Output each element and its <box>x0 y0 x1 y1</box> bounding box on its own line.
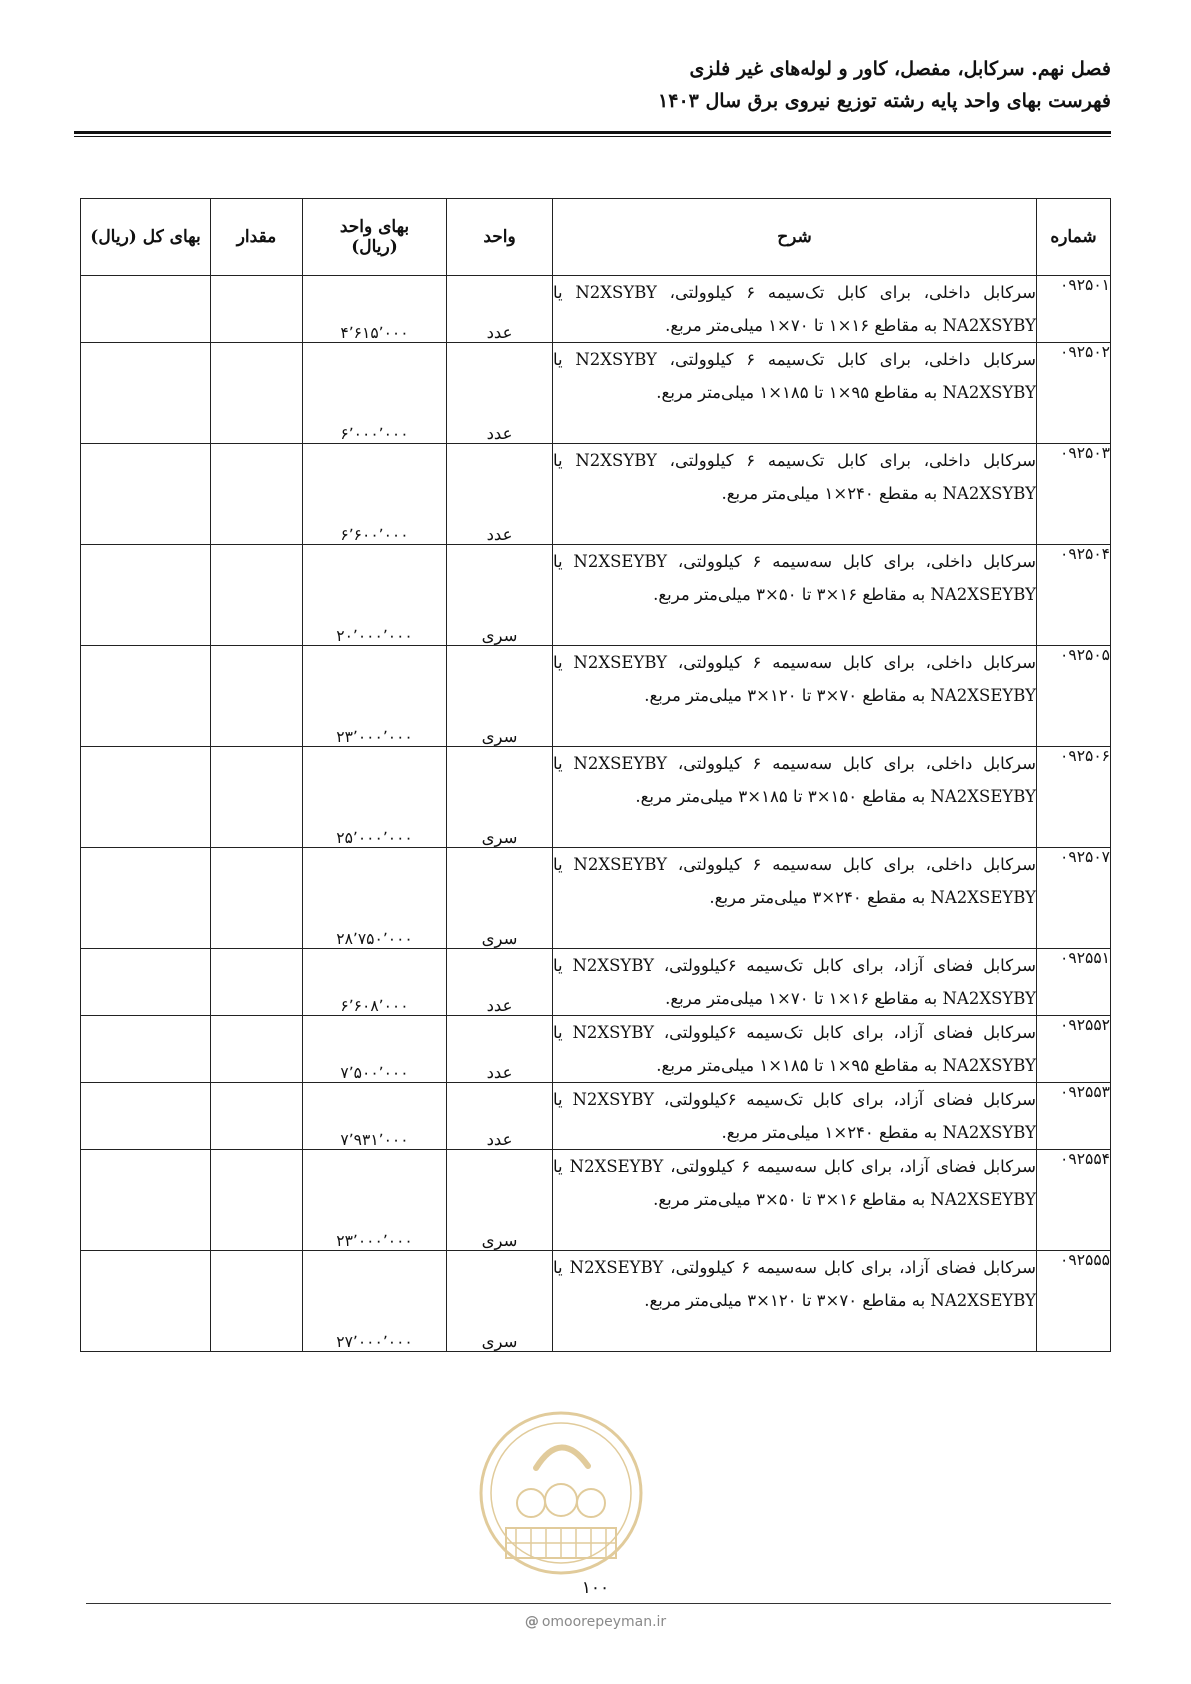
row-quantity-cell <box>211 1150 303 1251</box>
row-unit-price: ۶٬۶۰۰٬۰۰۰ <box>303 444 447 545</box>
row-description: سرکابل داخلی، برای کابل سه‌سیمه ۶ کیلوولتی، N2XSEYBY یا NA2XSEYBY به مقاطع ۷۰×۳ تا ۱۲۰×۳ میلی‌متر مربع. <box>553 646 1037 747</box>
footer-divider <box>86 1603 1111 1604</box>
row-total-cell <box>81 646 211 747</box>
row-total-cell <box>81 1251 211 1352</box>
row-total-cell <box>81 545 211 646</box>
row-unit-price: ۶٬۶۰۸٬۰۰۰ <box>303 949 447 1016</box>
row-unit-price: ۴٬۶۱۵٬۰۰۰ <box>303 276 447 343</box>
header-unit: واحد <box>447 199 553 276</box>
watermark-seal <box>476 1408 646 1578</box>
row-description: سرکابل فضای آزاد، برای کابل سه‌سیمه ۶ کیلوولتی، N2XSEYBY یا NA2XSEYBY به مقاطع ۷۰×۳ تا ۱۲۰×۳ میلی‌متر مربع. <box>553 1251 1037 1352</box>
row-unit: سری <box>447 1251 553 1352</box>
row-number: ۰۹۲۵۰۲ <box>1037 343 1111 444</box>
row-description: سرکابل داخلی، برای کابل تک‌سیمه ۶ کیلوولتی، N2XSYBY یا NA2XSYBY به مقطع ۲۴۰×۱ میلی‌متر مربع. <box>553 444 1037 545</box>
row-number: ۰۹۲۵۰۶ <box>1037 747 1111 848</box>
row-quantity-cell <box>211 444 303 545</box>
row-quantity-cell <box>211 276 303 343</box>
row-unit-price: ۶٬۰۰۰٬۰۰۰ <box>303 343 447 444</box>
header-unit-price-label: بهای واحد <box>339 217 410 237</box>
row-unit: سری <box>447 1150 553 1251</box>
row-unit: عدد <box>447 343 553 444</box>
row-unit-price: ۲۰٬۰۰۰٬۰۰۰ <box>303 545 447 646</box>
row-unit-price: ۲۵٬۰۰۰٬۰۰۰ <box>303 747 447 848</box>
website-footer[interactable] <box>0 1614 1191 1630</box>
header-description: شرح <box>553 199 1037 276</box>
table-row <box>81 1083 1111 1150</box>
row-number: ۰۹۲۵۰۱ <box>1037 276 1111 343</box>
row-unit: عدد <box>447 1016 553 1083</box>
row-unit: عدد <box>447 276 553 343</box>
row-description: سرکابل داخلی، برای کابل سه‌سیمه ۶ کیلوولتی، N2XSEYBY یا NA2XSEYBY به مقاطع ۱۵۰×۳ تا ۱۸۵×۳ میلی‌متر مربع. <box>553 747 1037 848</box>
row-unit-price: ۷٬۹۳۱٬۰۰۰ <box>303 1083 447 1150</box>
page-header <box>74 54 1111 116</box>
row-total-cell <box>81 444 211 545</box>
header-divider-thin <box>74 136 1111 137</box>
row-total-cell <box>81 1150 211 1251</box>
table-header-row <box>81 199 1111 276</box>
row-number: ۰۹۲۵۵۲ <box>1037 1016 1111 1083</box>
row-total-cell <box>81 1083 211 1150</box>
row-unit: سری <box>447 747 553 848</box>
price-table <box>80 198 1111 1352</box>
table-row <box>81 848 1111 949</box>
row-number: ۰۹۲۵۵۴ <box>1037 1150 1111 1251</box>
row-unit-price: ۲۳٬۰۰۰٬۰۰۰ <box>303 646 447 747</box>
row-unit: سری <box>447 545 553 646</box>
table-row <box>81 1016 1111 1083</box>
row-number: ۰۹۲۵۵۵ <box>1037 1251 1111 1352</box>
row-quantity-cell <box>211 848 303 949</box>
table-row <box>81 545 1111 646</box>
row-description: سرکابل داخلی، برای کابل سه‌سیمه ۶ کیلوولتی، N2XSEYBY یا NA2XSEYBY به مقطع ۲۴۰×۳ میلی‌متر مربع. <box>553 848 1037 949</box>
header-unit-price-currency: (ریال) <box>351 237 398 257</box>
row-unit: عدد <box>447 1083 553 1150</box>
row-unit: سری <box>447 848 553 949</box>
table-row <box>81 1150 1111 1251</box>
row-quantity-cell <box>211 1083 303 1150</box>
row-number: ۰۹۲۵۵۳ <box>1037 1083 1111 1150</box>
row-number: ۰۹۲۵۰۴ <box>1037 545 1111 646</box>
row-quantity-cell <box>211 747 303 848</box>
header-divider-thick <box>74 131 1111 134</box>
row-description: سرکابل فضای آزاد، برای کابل تک‌سیمه ۶کیلوولتی، N2XSYBY یا NA2XSYBY به مقاطع ۹۵×۱ تا ۱۸۵×۱ میلی‌متر مربع. <box>553 1016 1037 1083</box>
row-unit-price: ۷٬۵۰۰٬۰۰۰ <box>303 1016 447 1083</box>
row-quantity-cell <box>211 1251 303 1352</box>
row-number: ۰۹۲۵۰۵ <box>1037 646 1111 747</box>
row-description: سرکابل فضای آزاد، برای کابل تک‌سیمه ۶کیلوولتی، N2XSYBY یا NA2XSYBY به مقاطع ۱۶×۱ تا ۷۰×۱ میلی‌متر مربع. <box>553 949 1037 1016</box>
row-description: سرکابل داخلی، برای کابل تک‌سیمه ۶ کیلوولتی، N2XSYBY یا NA2XSYBY به مقاطع ۱۶×۱ تا ۷۰×۱ میلی‌متر مربع. <box>553 276 1037 343</box>
row-number: ۰۹۲۵۵۱ <box>1037 949 1111 1016</box>
row-unit: عدد <box>447 949 553 1016</box>
table-row <box>81 343 1111 444</box>
row-total-cell <box>81 343 211 444</box>
row-number: ۰۹۲۵۰۷ <box>1037 848 1111 949</box>
website-link[interactable]: omoorepeyman.ir <box>541 1614 667 1630</box>
row-unit-price: ۲۳٬۰۰۰٬۰۰۰ <box>303 1150 447 1251</box>
row-unit: سری <box>447 646 553 747</box>
table-row <box>81 444 1111 545</box>
header-total-price: بهای کل (ریال) <box>81 199 211 276</box>
row-quantity-cell <box>211 1016 303 1083</box>
header-quantity: مقدار <box>211 199 303 276</box>
row-total-cell <box>81 848 211 949</box>
row-quantity-cell <box>211 646 303 747</box>
at-sign-icon: @ <box>524 1614 539 1630</box>
header-number: شماره <box>1037 199 1111 276</box>
row-description: سرکابل داخلی، برای کابل سه‌سیمه ۶ کیلوولتی، N2XSEYBY یا NA2XSEYBY به مقاطع ۱۶×۳ تا ۵۰×۳ میلی‌متر مربع. <box>553 545 1037 646</box>
table-row <box>81 646 1111 747</box>
row-total-cell <box>81 949 211 1016</box>
row-description: سرکابل فضای آزاد، برای کابل سه‌سیمه ۶ کیلوولتی، N2XSEYBY یا NA2XSEYBY به مقاطع ۱۶×۳ تا ۵۰×۳ میلی‌متر مربع. <box>553 1150 1037 1251</box>
row-unit-price: ۲۷٬۰۰۰٬۰۰۰ <box>303 1251 447 1352</box>
table-row <box>81 747 1111 848</box>
page-number: ۱۰۰ <box>581 1578 610 1598</box>
row-total-cell <box>81 747 211 848</box>
table-row <box>81 1251 1111 1352</box>
row-quantity-cell <box>211 949 303 1016</box>
table-row <box>81 949 1111 1016</box>
row-number: ۰۹۲۵۰۳ <box>1037 444 1111 545</box>
row-description: سرکابل داخلی، برای کابل تک‌سیمه ۶ کیلوولتی، N2XSYBY یا NA2XSYBY به مقاطع ۹۵×۱ تا ۱۸۵×۱ میلی‌متر مربع. <box>553 343 1037 444</box>
row-quantity-cell <box>211 343 303 444</box>
row-total-cell <box>81 276 211 343</box>
row-description: سرکابل فضای آزاد، برای کابل تک‌سیمه ۶کیلوولتی، N2XSYBY یا NA2XSYBY به مقطع ۲۴۰×۱ میلی‌متر مربع. <box>553 1083 1037 1150</box>
chapter-title: فصل نهم. سرکابل، مفصل، کاور و لوله‌های غیر فلزی <box>689 58 1111 80</box>
row-quantity-cell <box>211 545 303 646</box>
price-list-title: فهرست بهای واحد پایه رشته توزیع نیروی برق سال ۱۴۰۳ <box>658 90 1111 112</box>
header-unit-price <box>303 199 447 276</box>
row-unit-price: ۲۸٬۷۵۰٬۰۰۰ <box>303 848 447 949</box>
table-row <box>81 276 1111 343</box>
row-unit: عدد <box>447 444 553 545</box>
row-total-cell <box>81 1016 211 1083</box>
